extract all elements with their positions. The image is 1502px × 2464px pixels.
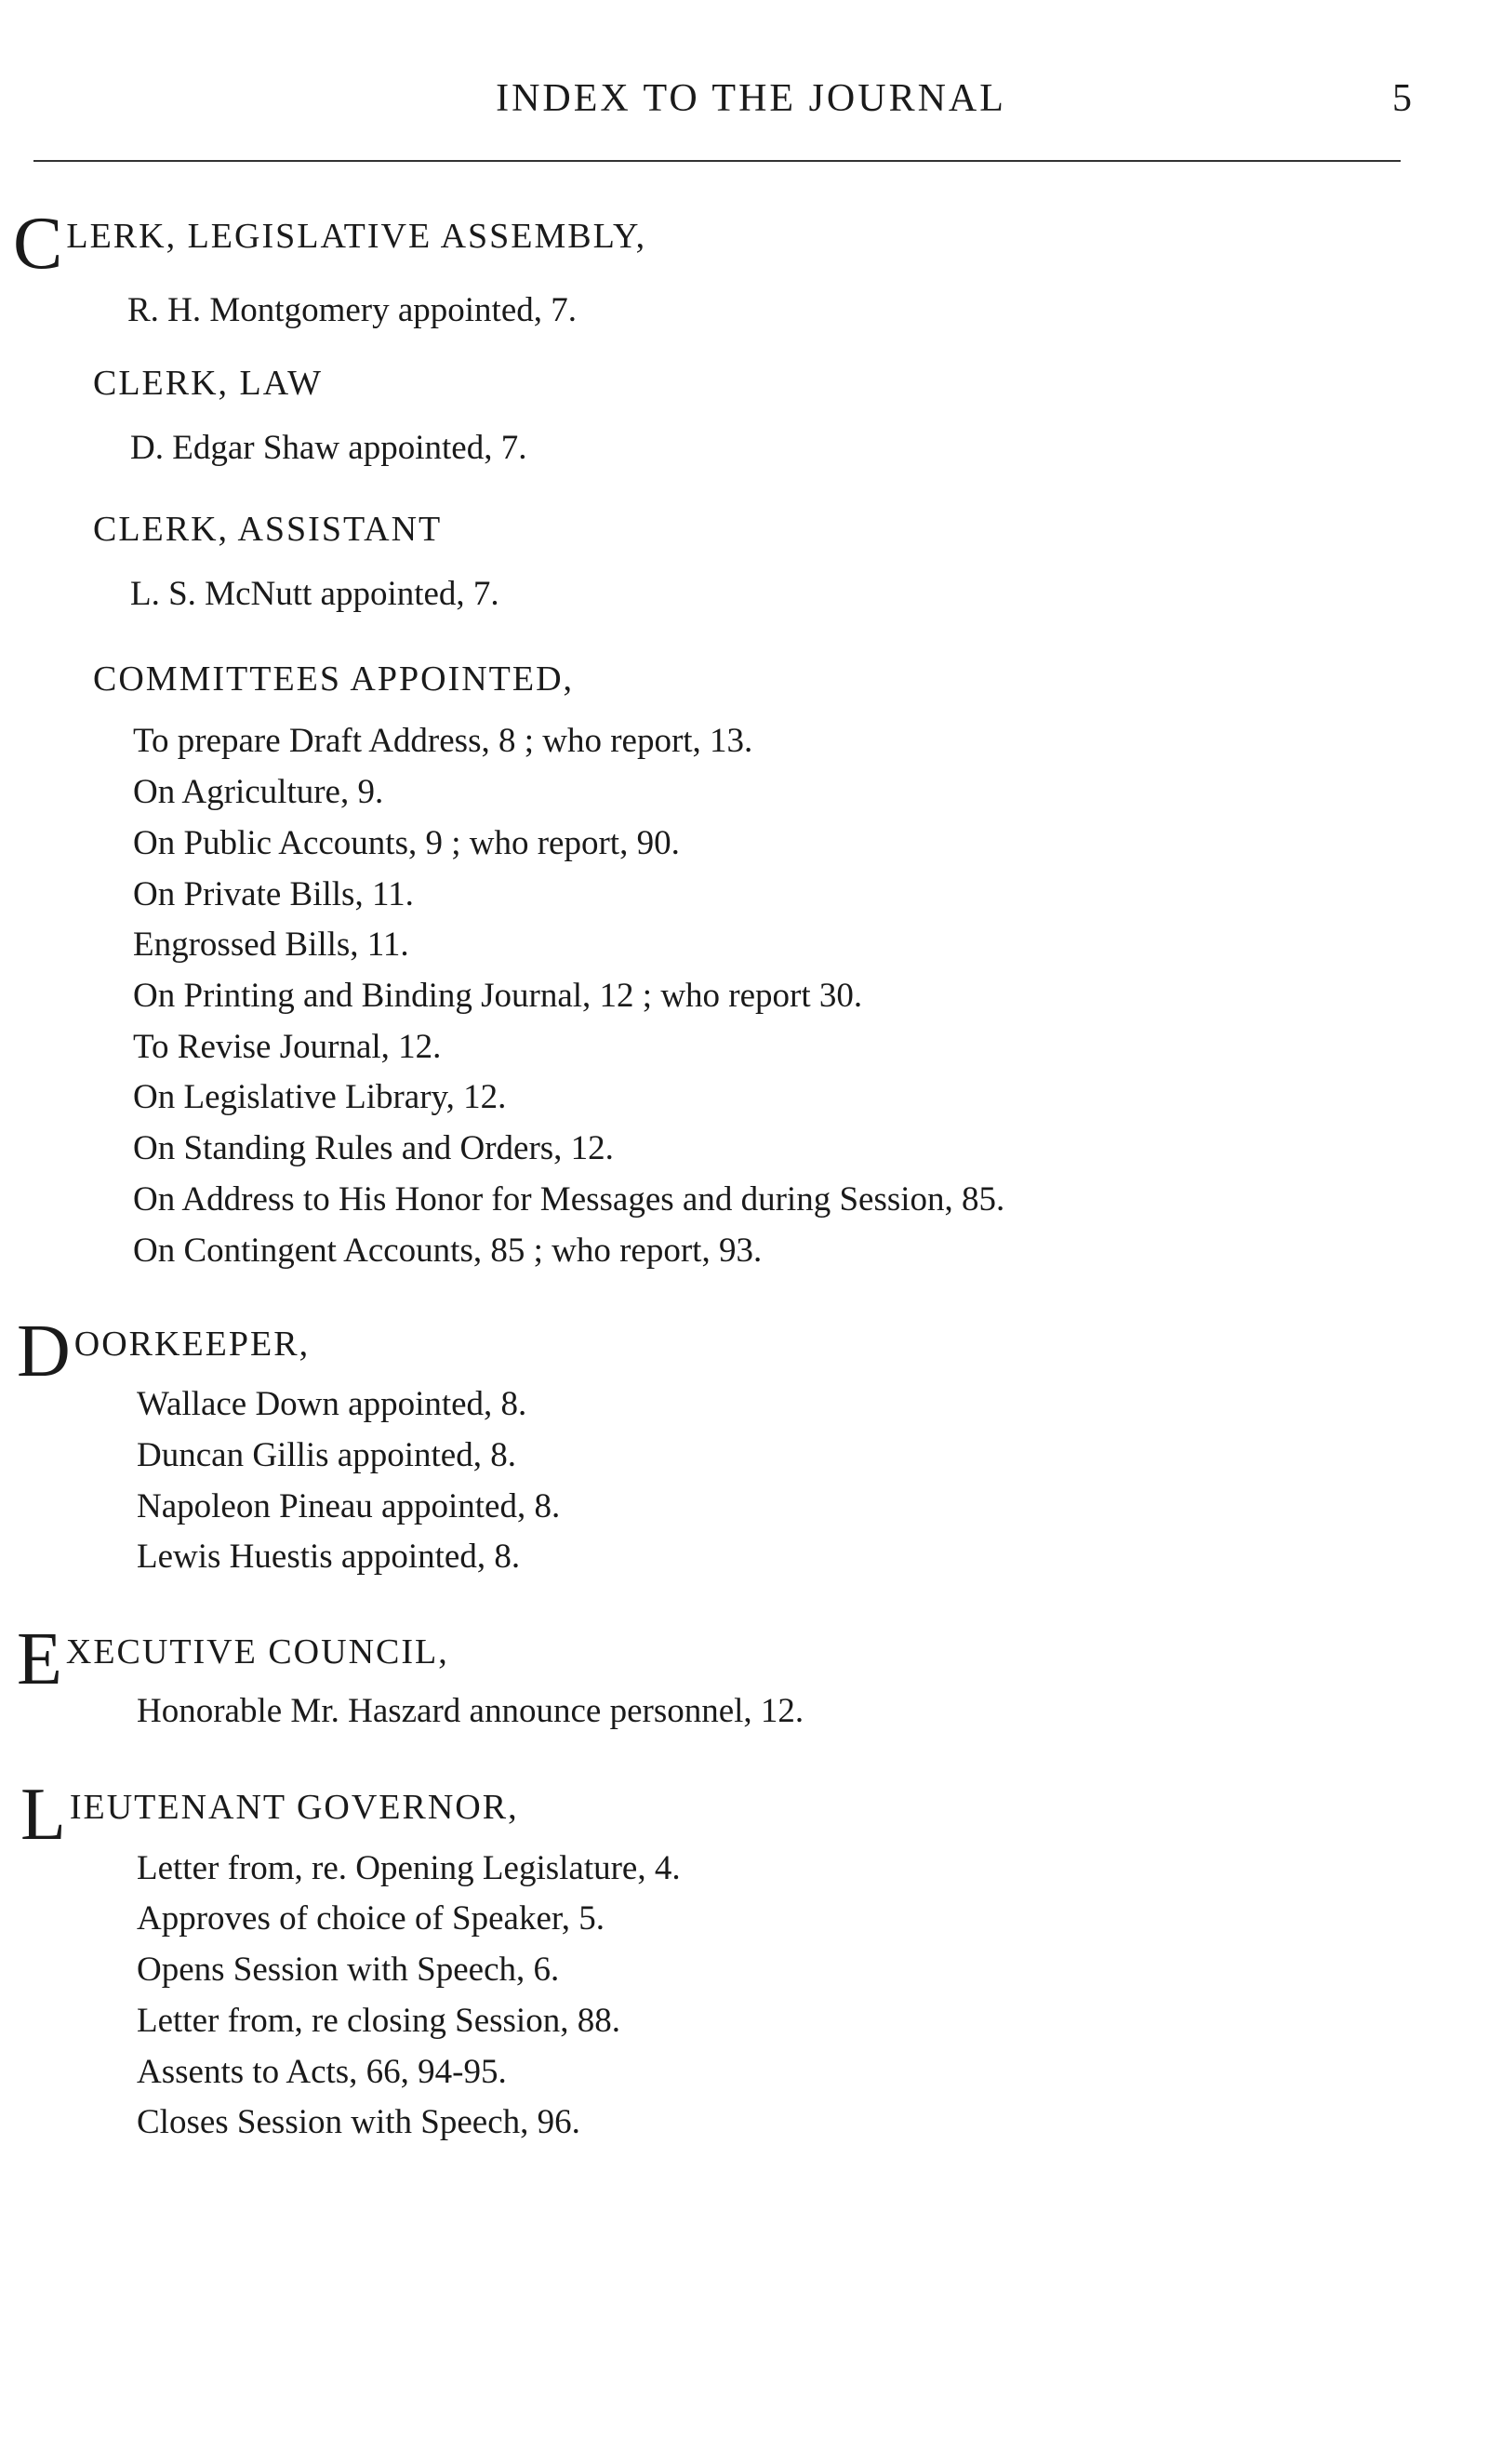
- index-entry: Honorable Mr. Haszard announce personnel, 12.: [137, 1692, 804, 1730]
- index-entry: R. H. Montgomery appointed, 7.: [127, 291, 578, 329]
- section-heading-executive-council: [17, 1618, 449, 1700]
- drop-cap: C: [13, 203, 65, 285]
- index-entry: Assents to Acts, 66, 94-95.: [137, 2053, 507, 2091]
- index-entry: Napoleon Pineau appointed, 8.: [137, 1487, 561, 1525]
- section-heading-clerk-law: CLERK, LAW: [93, 364, 324, 403]
- drop-cap: E: [17, 1618, 64, 1700]
- page-number: 5: [1392, 77, 1412, 120]
- index-entry: Letter from, re closing Session, 88.: [137, 2002, 620, 2040]
- index-entry: On Agriculture, 9.: [133, 773, 384, 811]
- header-rule: [33, 160, 1401, 162]
- heading-text: LERK, LEGISLATIVE ASSEMBLY,: [66, 217, 647, 256]
- index-entry: Opens Session with Speech, 6.: [137, 1951, 560, 1989]
- section-heading-clerk-assistant: CLERK, ASSISTANT: [93, 510, 443, 549]
- drop-cap: D: [17, 1311, 73, 1392]
- section-heading-lieutenant-governor: [20, 1774, 519, 1856]
- section-heading-doorkeeper: [17, 1311, 311, 1392]
- index-entry: To prepare Draft Address, 8 ; who report, 13.: [133, 722, 753, 760]
- index-entry: Letter from, re. Opening Legislature, 4.: [137, 1849, 681, 1887]
- index-entry: L. S. McNutt appointed, 7.: [130, 575, 499, 613]
- section-heading-clerk-legislative-assembly: [13, 203, 647, 285]
- drop-cap: L: [20, 1774, 68, 1856]
- index-entry: On Public Accounts, 9 ; who report, 90.: [133, 824, 680, 862]
- heading-text: OORKEEPER,: [73, 1325, 311, 1364]
- index-entry: Wallace Down appointed, 8.: [137, 1385, 527, 1423]
- index-entry: On Printing and Binding Journal, 12 ; who report 30.: [133, 977, 863, 1015]
- index-entry: D. Edgar Shaw appointed, 7.: [130, 429, 527, 467]
- index-entry: To Revise Journal, 12.: [133, 1028, 442, 1066]
- index-entry: Lewis Huestis appointed, 8.: [137, 1538, 521, 1576]
- index-entry: On Address to His Honor for Messages and during Session, 85.: [133, 1180, 1005, 1219]
- heading-text: IEUTENANT GOVERNOR,: [69, 1788, 519, 1827]
- heading-text: XECUTIVE COUNCIL,: [65, 1632, 449, 1672]
- index-entry: Duncan Gillis appointed, 8.: [137, 1436, 516, 1474]
- index-entry: Closes Session with Speech, 96.: [137, 2103, 580, 2141]
- index-entry: On Standing Rules and Orders, 12.: [133, 1129, 614, 1167]
- index-entry: Engrossed Bills, 11.: [133, 926, 409, 964]
- section-heading-committees-appointed: COMMITTEES APPOINTED,: [93, 659, 575, 699]
- index-entry: On Contingent Accounts, 85 ; who report, 93.: [133, 1232, 763, 1270]
- running-head: INDEX TO THE JOURNAL: [496, 77, 1006, 120]
- index-entry: Approves of choice of Speaker, 5.: [137, 1899, 605, 1938]
- index-entry: On Legislative Library, 12.: [133, 1078, 507, 1116]
- index-entry: On Private Bills, 11.: [133, 875, 414, 913]
